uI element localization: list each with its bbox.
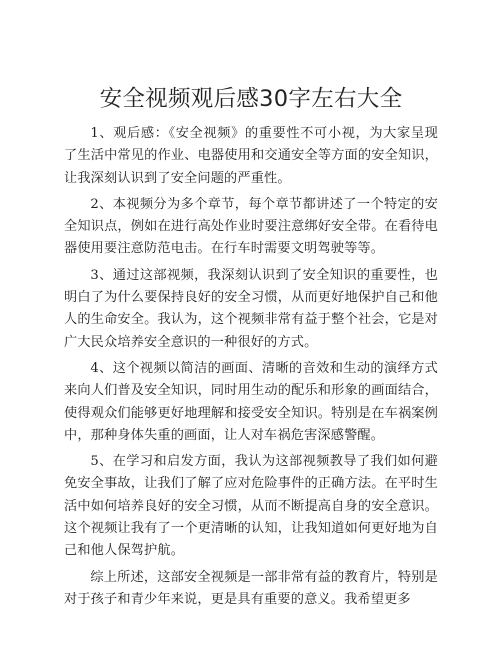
paragraph-3: 3、通过这部视频，我深刻认识到了安全知识的重要性，也明白了为什么要保持良好的安全习惯，从而更好地保护自己和他人的生命安全。我认为，这个视频非常有益于整个社会，它是对广大民众培养安全意识的一种很好的方式。 — [64, 267, 438, 350]
paragraph-1: 1、观后感：《安全视频》的重要性不可小视，为大家呈现了生活中常见的作业、电器使用和交通安全等方面的安全知识，让我深刻认识到了安全问题的严重性。 — [64, 126, 438, 186]
paragraph-summary: 综上所述，这部安全视频是一部非常有益的教育片，特别是对于孩子和青少年来说，更是具有重要的意义。我希望更多 — [64, 569, 438, 607]
paragraph-5: 5、在学习和启发方面，我认为这部视频教导了我们如何避免安全事故，让我们了解了应对危险事件的正确方法。在平时生活中如何培养良好的安全习惯，从而不断提高自身的安全意识。这个视频让我有了一个更清晰的认知，让我知道如何更好地为自己和他人保驾护航。 — [64, 454, 438, 559]
paragraph-2: 2、本视频分为多个章节，每个章节都讲述了一个特定的安全知识点，例如在进行高处作业时要注意绑好安全带。在看待电器使用要注意防范电击。在行车时需要文明驾驶等等。 — [64, 196, 438, 257]
document-title: 安全视频观后感30字左右大全 — [99, 86, 403, 112]
paragraph-4: 4、这个视频以简洁的画面、清晰的音效和生动的演绎方式来向人们普及安全知识，同时用生动的配乐和形象的画面结合，使得观众们能够更好地理解和接受安全知识。特别是在车祸案例中，那种身体失重的画面，让人对车祸危害深感警醒。 — [64, 360, 438, 443]
document-body — [64, 123, 438, 615]
